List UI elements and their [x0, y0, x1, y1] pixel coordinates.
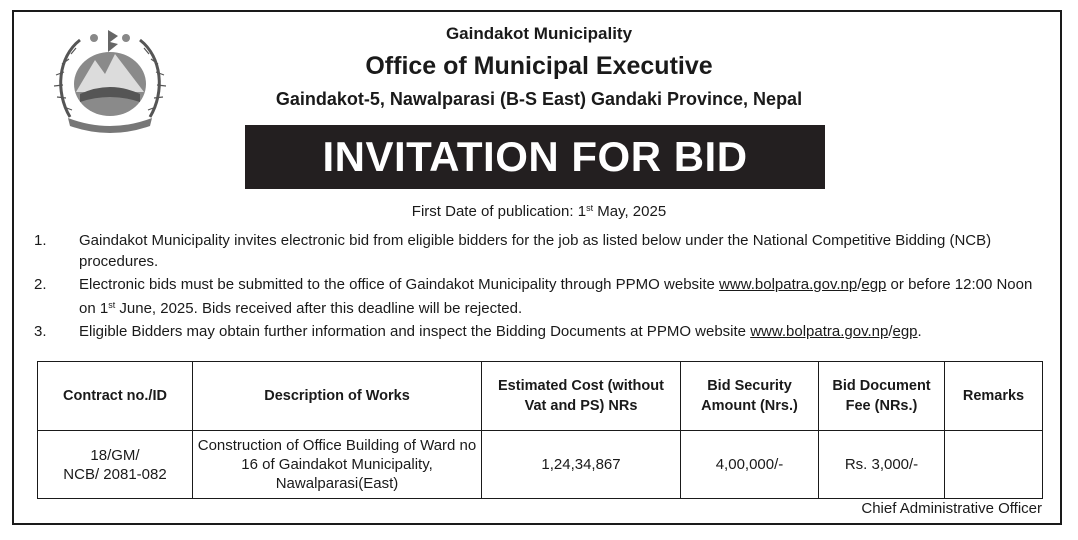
item-number: 3. — [34, 323, 47, 340]
header-security: Bid Security Amount (Nrs.) — [681, 362, 819, 431]
table-header-row — [38, 362, 1043, 431]
municipality-name: Gaindakot Municipality — [445, 24, 633, 43]
bid-table — [37, 361, 1043, 499]
item-text: Gaindakot Municipality invites electronic bid from eligible bidders for the job as listed below under the National Competitive Bidding (NCB) procedures. — [79, 232, 992, 270]
header-remarks: Remarks — [945, 362, 1043, 431]
egp-link[interactable]: egp — [892, 323, 918, 340]
header-contract: Contract no./ID — [38, 362, 193, 431]
cell-contract: 18/GM/ NCB/ 2081-082 — [38, 431, 193, 499]
instruction-item — [34, 230, 1044, 272]
publication-date: First Date of publication: 1st May, 2025 — [411, 203, 667, 220]
bolpatra-link[interactable]: www.bolpatra.gov.np — [719, 276, 858, 293]
table-row — [38, 431, 1043, 499]
office-address: Gaindakot-5, Nawalparasi (B-S East) Gandaki Province, Nepal — [275, 89, 803, 109]
cell-description: Construction of Office Building of Ward no 16 of Gaindakot Municipality, Nawalparasi(East) — [193, 431, 482, 499]
cell-fee: Rs. 3,000/- — [819, 431, 945, 499]
egp-link[interactable]: egp — [861, 276, 887, 293]
bolpatra-link[interactable]: www.bolpatra.gov.np — [750, 323, 889, 340]
cell-remarks — [945, 431, 1043, 499]
item-number: 1. — [34, 232, 47, 249]
header-fee: Bid Document Fee (NRs.) — [819, 362, 945, 431]
instruction-item: 3. Eligible Bidders may obtain further information and inspect the Bidding Documents at PPMO website www.bolpatra.gov.np/egp. — [34, 323, 922, 340]
cell-cost: 1,24,34,867 — [482, 431, 681, 499]
header-cost: Estimated Cost (without Vat and PS) NRs — [482, 362, 681, 431]
instruction-item: 2. Electronic bids must be submitted to the office of Gaindakot Municipality through PPMO website www.bolpatra.gov.np/egp or before 12:00 Noon on 1st June, 2025. Bids received after this deadline will be rejected. — [34, 276, 1033, 317]
office-title: Office of Municipal Executive — [365, 52, 713, 80]
header-description: Description of Works — [193, 362, 482, 431]
invitation-banner: INVITATION FOR BID — [245, 125, 825, 189]
item-number: 2. — [34, 276, 47, 293]
signature-title: Chief Administrative Officer — [861, 500, 1042, 517]
bid-instructions — [34, 230, 1044, 344]
cell-security: 4,00,000/- — [681, 431, 819, 499]
